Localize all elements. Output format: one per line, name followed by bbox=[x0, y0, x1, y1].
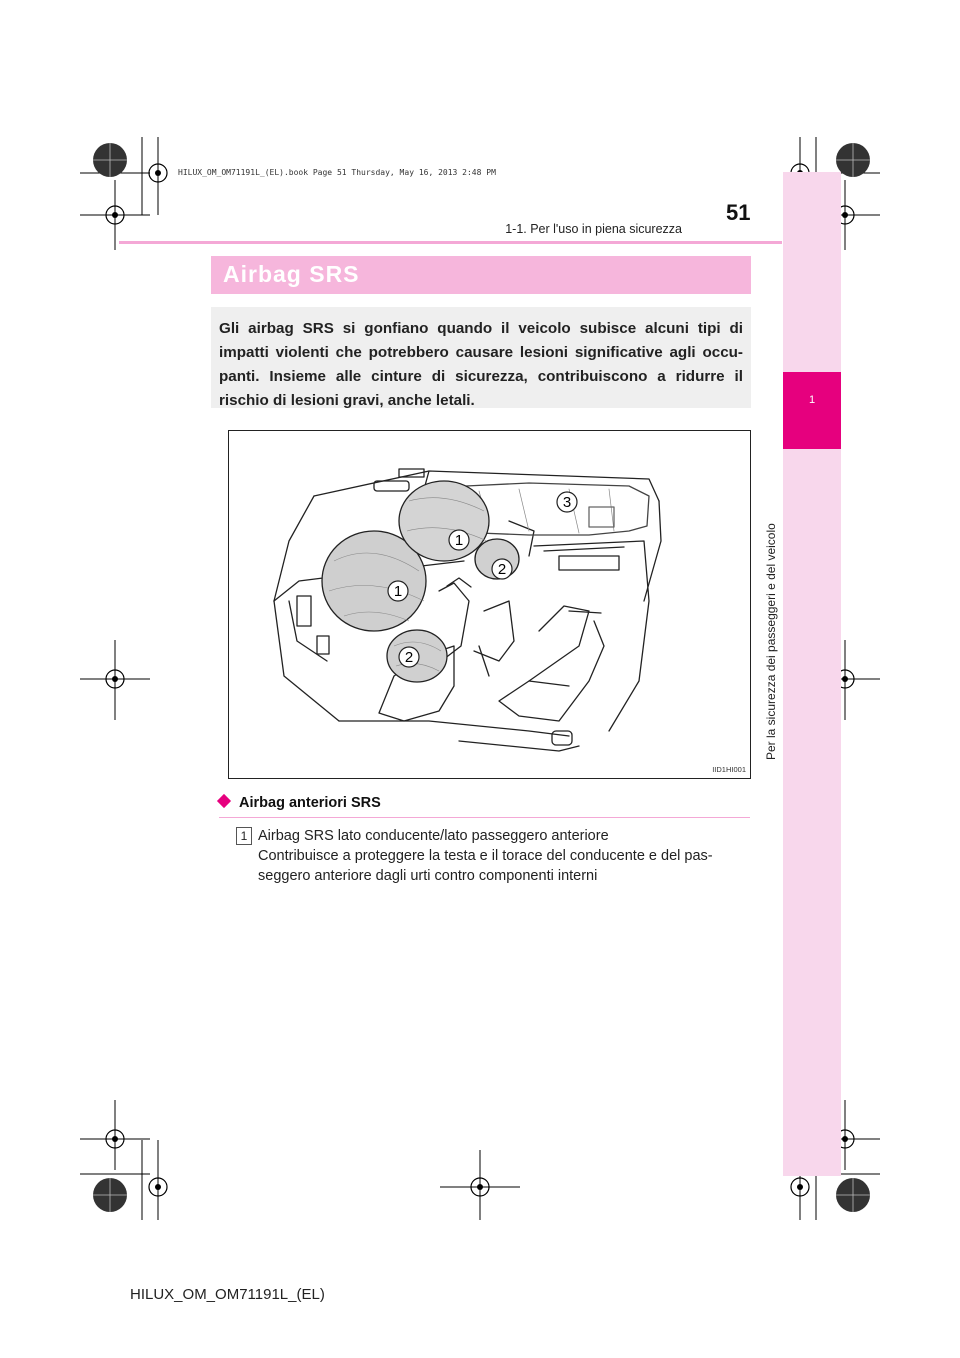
chapter-tab bbox=[783, 372, 841, 449]
intro-text: Gli airbag SRS si gonfiano quando il veicolo subisce alcuni tipi di impatti violenti che potrebbero causare lesioni significative agli occu-panti. Insieme alle cinture di sicurezza, contribuiscono a ridurre il rischio di lesioni gravi, anche letali. bbox=[219, 320, 743, 409]
intro-box bbox=[211, 307, 751, 408]
callout-label-1a: 1 bbox=[393, 583, 403, 600]
header-rule bbox=[119, 241, 782, 244]
subsection-rule bbox=[219, 817, 750, 818]
subsection-heading bbox=[219, 795, 381, 811]
item-description bbox=[258, 826, 748, 886]
car-interior-drawing bbox=[229, 431, 750, 778]
item-body-line1: Contribuisce a proteggere la testa e il torace del conducente e del pas- bbox=[258, 848, 713, 864]
footer-code: HILUX_OM_OM71191L_(EL) bbox=[130, 1286, 325, 1303]
side-tab bbox=[783, 172, 841, 1176]
item-number-badge: 1 bbox=[236, 827, 252, 845]
item-title: Airbag SRS lato conducente/lato passeggero anteriore bbox=[258, 828, 609, 844]
callout-label-2a: 2 bbox=[404, 649, 414, 666]
item-body-line2: seggero anteriore dagli urti contro componenti interni bbox=[258, 868, 598, 884]
title-banner bbox=[211, 256, 751, 294]
diamond-icon bbox=[217, 794, 231, 808]
section-title: 1-1. Per l'uso in piena sicurezza bbox=[505, 222, 682, 236]
airbag-illustration bbox=[228, 430, 751, 779]
page-title: Airbag SRS bbox=[223, 261, 360, 287]
callout-label-3: 3 bbox=[562, 494, 572, 511]
chapter-number: 1 bbox=[808, 394, 816, 406]
page-number: 51 bbox=[726, 200, 751, 225]
subsection-heading-text: Airbag anteriori SRS bbox=[239, 795, 381, 811]
book-stamp: HILUX_OM_OM71191L_(EL).book Page 51 Thursday, May 16, 2013 2:48 PM bbox=[178, 168, 496, 177]
chapter-title: Per la sicurezza dei passeggeri e del veicolo bbox=[764, 523, 778, 760]
callout-label-2b: 2 bbox=[497, 561, 507, 578]
figure-code: IID1HI001 bbox=[712, 765, 746, 774]
callout-label-1b: 1 bbox=[454, 532, 464, 549]
